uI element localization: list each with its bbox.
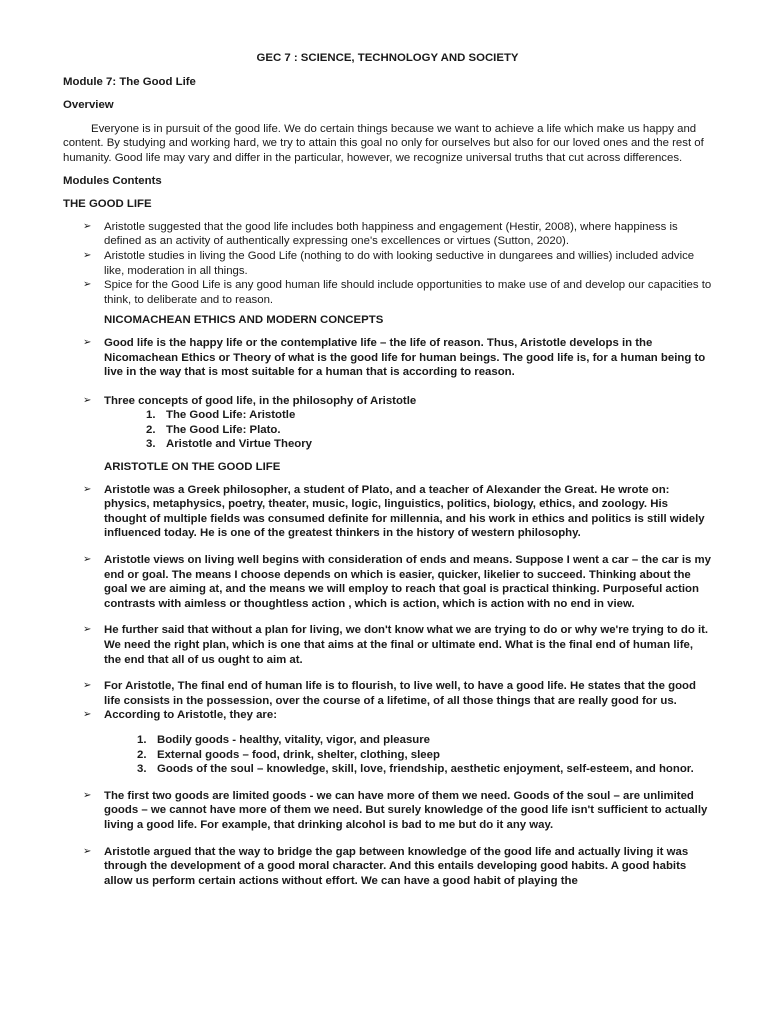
arrow-bullet-icon: ➢ [83,680,92,692]
overview-paragraph: Everyone is in pursuit of the good life. We do certain things because we want to achieve a life which make us happy and content. By studying and working hard, we try to attain this goal no only for ourselves but also for our loved ones and the rest of humanity. Good life may vary and differ in the particular, however, we recognize universal truths that cut across differences. [63,122,704,164]
closing-list [63,789,712,889]
list-item: 3. Aristotle and Virtue Theory [146,438,312,451]
arrow-bullet-icon: ➢ [83,220,92,232]
arrow-bullet-icon: ➢ [83,624,92,636]
list-item: ➢ Aristotle studies in living the Good Life (nothing to do with looking seductive in dungarees and willies) included advice like, moderation in all things. [83,249,695,277]
list-item: ➢ Aristotle was a Greek philosopher, a student of Plato, and a teacher of Alexander the Great. He wrote on: physics, metaphysics, poetry, theater, music, logic, linguistics, politics, biology, ethics, and zoology. His thought of multiple fields was consumed definite for millennia, and his work in ethics and politics is still widely influenced today. He is one of the greatest thinkers in the history of western philosophy. [83,483,705,540]
arrow-bullet-icon: ➢ [83,554,92,566]
arrow-bullet-icon: ➢ [83,249,92,261]
arrow-bullet-icon: ➢ [83,789,92,801]
three-concepts-list [63,394,712,452]
list-item: ➢ Aristotle argued that the way to bridge the gap between knowledge of the good life and actually living it was through the development of a good moral character. And this entails developing good habits. A good habits allow us perform certain actions without effort. We can have a good habit of playing the [83,845,689,887]
list-item: 2. The Good Life: Plato. [146,423,281,436]
good-life-heading: THE GOOD LIFE [63,198,152,211]
arrow-bullet-icon: ➢ [83,279,92,291]
concepts-numbered-list [146,408,712,452]
list-item: ➢ According to Aristotle, they are: [83,709,277,722]
list-item: 1. The Good Life: Aristotle [146,409,296,422]
document-title: GEC 7 : SCIENCE, TECHNOLOGY AND SOCIETY [256,52,519,64]
arrow-bullet-icon: ➢ [83,709,92,721]
arrow-bullet-icon: ➢ [83,845,92,857]
list-item: ➢ Good life is the happy life or the contemplative life – the life of reason. Thus, Aristotle develops in the Nicomachean Ethics or Theory of what is the good life for human beings. The good life is, for a human being to live in the way that is most suitable for a human that is according to reason. [83,336,706,379]
list-item: 3. Goods of the soul – knowledge, skill, love, friendship, aesthetic enjoyment, self-esteem, and honor. [137,763,694,776]
list-item: ➢ Spice for the Good Life is any good human life should include opportunities to make use of and develop our capacities to think, to deliberate and to reason. [83,279,712,306]
list-item: ➢ He further said that without a plan for living, we don't know what we are trying to do or why we're trying to do it. We need the right plan, which is one that aims at the final or ultimate end. What is the final end of human life, the end that all of us ought to aim at. [83,624,709,666]
list-item: ➢ Aristotle suggested that the good life includes both happiness and engagement (Hestir, 2008), where happiness is defined as an activity of authentically expressing one's excellences or virtues (Sutton, 2020). [83,220,678,248]
good-life-list [63,220,712,308]
list-item: 1. Bodily goods - healthy, vitality, vigor, and pleasure [137,733,431,746]
list-item: 2. External goods – food, drink, shelter, clothing, sleep [137,748,440,761]
aristotle-list [63,483,712,723]
arrow-bullet-icon: ➢ [83,394,92,406]
arrow-bullet-icon: ➢ [83,483,92,495]
list-item: ➢ For Aristotle, The final end of human life is to flourish, to live well, to have a good life. He states that the good life consists in the possession, over the course of a lifetime, of all those things that are really good for us. [83,680,696,707]
module-heading: Module 7: The Good Life [63,75,196,88]
list-item: ➢ The first two goods are limited goods - we can have more of them we need. Goods of the soul – are unlimited goods – we cannot have more of them we need. But surely knowledge of the good life isn't sufficient to actually living a good life. For example, that drinking alcohol is bad to me but do it any way. [83,789,708,831]
list-item: ➢ Three concepts of good life, in the philosophy of Aristotle 1. The Good Life: Aristotle 2. The Good Life: Plato. 3. Aristotle and Virtue Theory [63,394,712,452]
contents-heading: Modules Contents [63,174,162,187]
overview-heading: Overview [63,99,114,112]
aristotle-heading: ARISTOTLE ON THE GOOD LIFE [104,461,281,474]
nicomachean-heading: NICOMACHEAN ETHICS AND MODERN CONCEPTS [104,314,384,327]
arrow-bullet-icon: ➢ [83,336,92,348]
nicomachean-list [63,336,712,380]
goods-numbered-list [137,733,712,777]
list-item: ➢ Aristotle views on living well begins with consideration of ends and means. Suppose I went a car – the car is my end or goal. The means I choose depends on which is easier, quicker, likelier to succeed. Thinking about the goal we are aiming at, and the means we will employ to reach that goal is practical thinking. Purposeful action contrasts with aimless or thoughtless action , which is action, which is action with no end in view. [83,554,712,610]
